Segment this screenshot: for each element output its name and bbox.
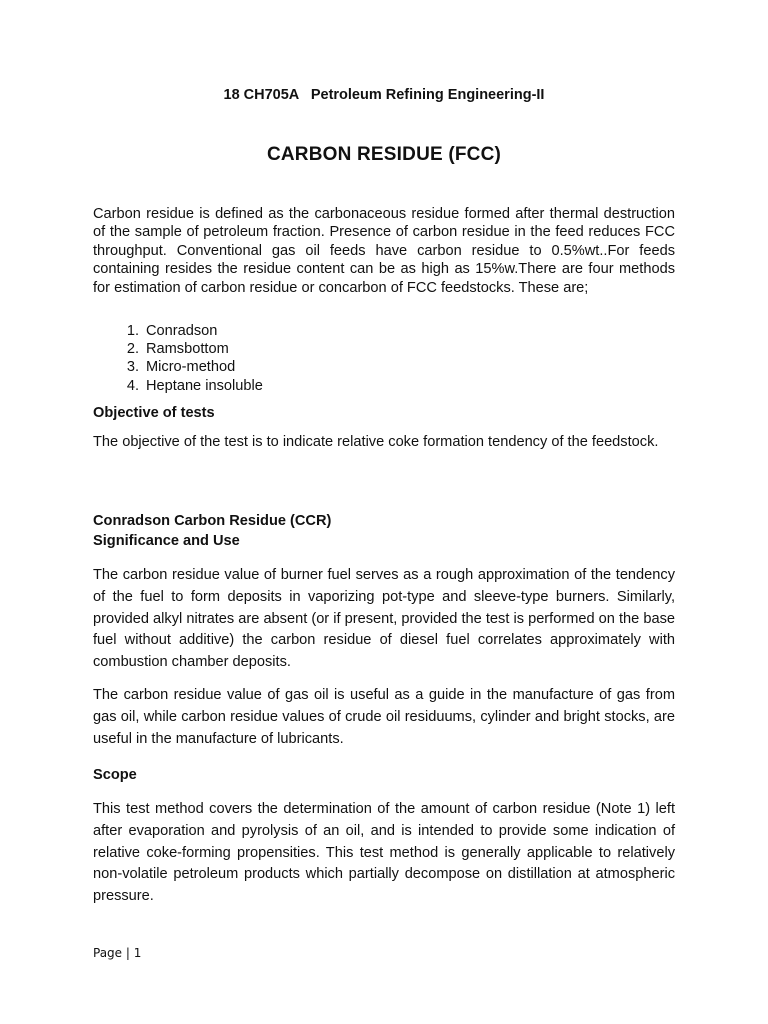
scope-heading: Scope	[93, 767, 137, 783]
list-item-number: 3.	[126, 359, 139, 376]
list-item-number: 1.	[126, 323, 139, 339]
significance-heading: Significance and Use	[93, 533, 240, 549]
list-item-label: Conradson	[146, 323, 218, 339]
document-title: CARBON RESIDUE (FCC)	[266, 144, 502, 165]
list-item-number: 4.	[126, 377, 139, 394]
methods-list	[93, 322, 263, 395]
scope-paragraph: This test method covers the determination of the amount of carbon residue (Note 1) left after evaporation and pyrolysis of an oil, and is intended to provide some indication of relative coke-forming propensities. This test method is generally applicable to relatively non-volatile petroleum products which partially decompose on distillation at atmospheric pressure.	[93, 801, 675, 905]
significance-paragraph-2: The carbon residue value of gas oil is useful as a guide in the manufacture of gas from gas oil, while carbon residue values of crude oil residuums, cylinder and bright stocks, are useful in the manufacture of lubricants.	[93, 687, 675, 747]
list-item	[93, 358, 263, 376]
list-item-number: 2.	[126, 341, 139, 358]
list-item-label: Ramsbottom	[146, 341, 229, 358]
significance-paragraph-1: The carbon residue value of burner fuel serves as a rough approximation of the tendency of the fuel to form deposits in vaporizing pot-type and sleeve-type burners. Similarly, provided alkyl nitrates are absent (or if present, provided the test is performed on the base fuel without additive) the carbon residue of diesel fuel correlates approximately with combustion chamber deposits.	[93, 567, 675, 671]
list-item	[93, 377, 263, 395]
course-title: 18 CH705A Petroleum Refining Engineering-II	[223, 87, 545, 103]
list-item-label: Micro-method	[146, 359, 236, 376]
page-number: Page | 1	[93, 946, 142, 960]
list-item	[93, 322, 263, 340]
objective-heading: Objective of tests	[93, 405, 215, 421]
ccr-heading: Conradson Carbon Residue (CCR)	[93, 513, 332, 529]
intro-paragraph: Carbon residue is defined as the carbonaceous residue formed after thermal destruction of the sample of petroleum fraction. Presence of carbon residue in the feed reduces FCC throughput. Conventional gas oil feeds have carbon residue to 0.5%wt..For feeds containing resides the residue content can be as high as 15%w.There are four methods for estimation of carbon residue or concarbon of FCC feedstocks. These are;	[93, 206, 675, 296]
list-item	[93, 340, 263, 358]
objective-paragraph: The objective of the test is to indicate relative coke formation tendency of the feedstock.	[93, 434, 659, 450]
list-item-label: Heptane insoluble	[146, 377, 263, 394]
